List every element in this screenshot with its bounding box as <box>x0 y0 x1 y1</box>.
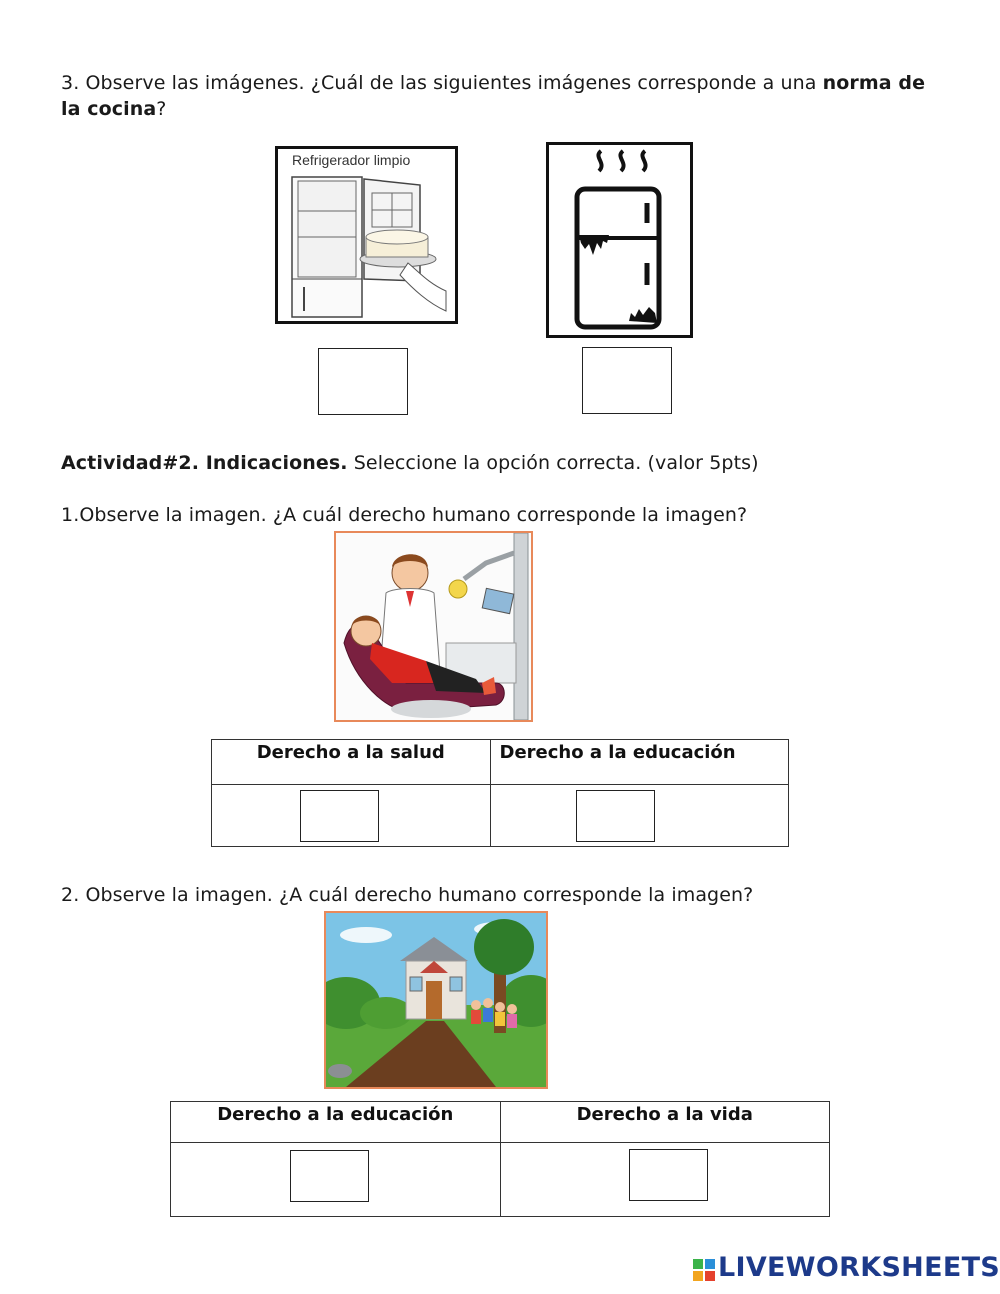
option-header-cell <box>500 1102 830 1143</box>
dentist-image <box>334 531 533 722</box>
school-image <box>324 911 548 1089</box>
question-3-text: 3. Observe las imágenes. ¿Cuál de las siguientes imágenes corresponde a una norma de la cocina? <box>61 72 926 120</box>
question-1-options-table <box>211 739 789 847</box>
liveworksheets-logo[interactable]: LIVEWORKSHEETS <box>718 1252 1000 1283</box>
liveworksheets-logo-icon <box>693 1259 715 1281</box>
option-header-cell <box>212 740 491 785</box>
image-caption: Refrigerador limpio <box>292 152 411 168</box>
answer-box-health[interactable] <box>300 790 379 842</box>
option-label-education: Derecho a la educación <box>217 1104 454 1125</box>
option-label-health: Derecho a la salud <box>256 742 445 763</box>
activity-2-heading: Actividad#2. Indicaciones. Seleccione la opción correcta. (valor 5pts) <box>61 452 759 474</box>
option-label-life: Derecho a la vida <box>576 1104 753 1125</box>
answer-box-life[interactable] <box>629 1149 708 1201</box>
option-header-cell <box>171 1102 501 1143</box>
question-2-text: 2. Observe la imagen. ¿A cuál derecho humano corresponde la imagen? <box>61 884 754 906</box>
question-2-options-table <box>170 1101 830 1217</box>
dirty-refrigerator-image <box>546 142 693 338</box>
question-1-text: 1.Observe la imagen. ¿A cuál derecho humano corresponde la imagen? <box>61 504 748 526</box>
answer-box-education-2[interactable] <box>290 1150 369 1202</box>
option-header-cell <box>490 740 788 785</box>
answer-box-education[interactable] <box>576 790 655 842</box>
answer-box-dirty-refrigerator[interactable] <box>582 347 672 414</box>
answer-box-clean-refrigerator[interactable] <box>318 348 408 415</box>
option-label-education: Derecho a la educación <box>499 742 736 763</box>
clean-refrigerator-image <box>275 146 458 324</box>
